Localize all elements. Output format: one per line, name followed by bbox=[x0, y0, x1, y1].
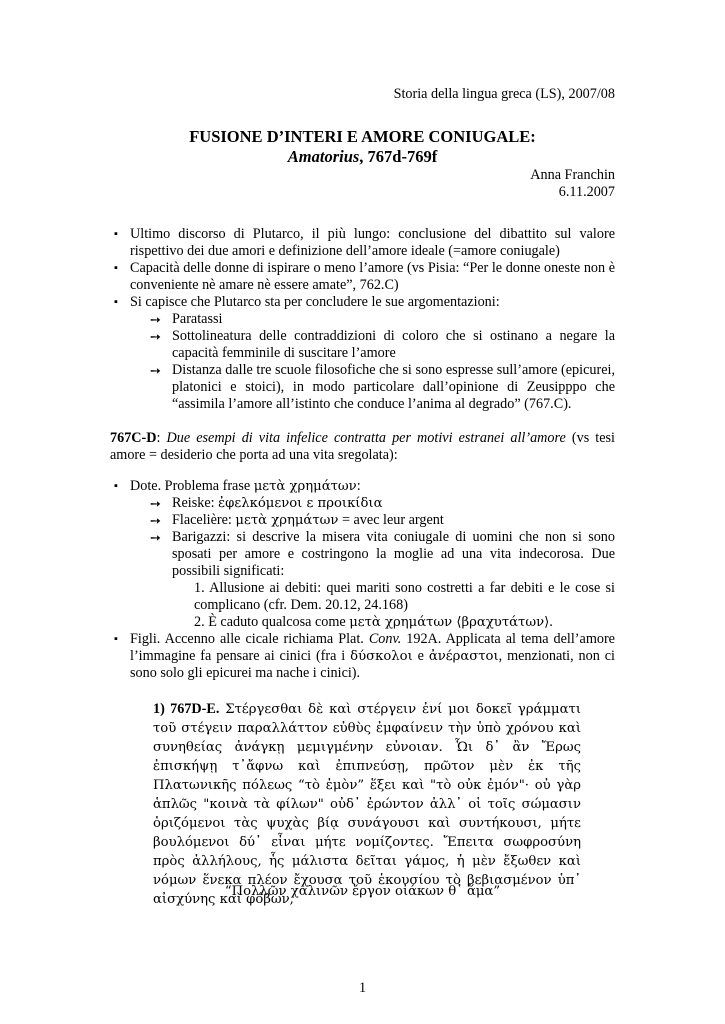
translation: = avec leur argent bbox=[338, 512, 444, 529]
greek-word: ἀνέραστοι bbox=[428, 649, 499, 665]
arrow-item-text: Distanza dalle tre scuole filosofiche che si sono espresse sull’amore (epicurei, platonici e stoici), in modo particolare dall’opinione di Zeusipppo che “assimila l’amore all’istinto che conduce l’anima al degrado” (767.C). bbox=[172, 362, 615, 412]
greek-phrase: ἐφελκόμενοι ε προικίδια bbox=[218, 496, 383, 512]
document-subtitle bbox=[110, 147, 615, 167]
arrow-item-text: Sottolineatura delle contraddizioni di coloro che si ostinano a negare la capacità femminile di suscitare l’amore bbox=[172, 328, 615, 361]
bullet-icon: ▪ bbox=[114, 262, 118, 274]
document-page bbox=[110, 86, 615, 682]
section-title: Due esempi di vita infelice contratta per motivi estranei all’amore bbox=[166, 430, 566, 446]
document-title: FUSIONE D’INTERI E AMORE CONIUGALE: bbox=[189, 127, 536, 146]
quote-reference: 1) 767D-E. bbox=[153, 701, 220, 718]
figli-lead: Figli. Accenno alle cicale richiama Plat. bbox=[130, 631, 369, 648]
arrow-item bbox=[150, 311, 615, 328]
intro-list bbox=[110, 226, 615, 413]
arrow-icon: ➙ bbox=[150, 513, 161, 529]
greek-quote-text: Στέργεσθαι δὲ καὶ στέργειν ἐνί μοι δοκεῖ γράμματι τοῦ στέγειν παραλλάττον εὐθὺς ἐμφαίνειν τὴν ὑπὸ χρόνου καὶ συνηθείας ἀνάγκῃ μεμιγμένην εὐνοιαν. Ὧι δ᾽ ἂν Ἔρως ἐπισκήψῃ τ᾽ἄφνω καὶ ἐπιπνεύσῃ, πρῶτον μὲν ἐκ τῆς Πλατωνικῆς πόλεως “τὸ ἐμὸν” ἕξει καὶ "τὸ οὐκ ἐμόν"· οὐ γὰρ ἁπλῶς "κοινὰ τὰ φίλων" οὐδ᾽ ἐρώντον ἀλλ᾽ οἱ τοῖς σώμασιν ὁριζόμενοι τὰς ψυχὰς βίᾳ συνάγουσι καὶ συντήκουσι, μήτε βουλόμενοι δύ᾽ εἶναι μήτε νομίζοντες. Ἔπειτα σωφροσύνη πρὸς ἀλλήλους, ἧς μάλιστα δεῖται γάμος, ἡ μὲν ἔξωθεν καὶ νόμων ἕνεκα πλέον ἔχουσα τοῦ ἑκουσίου τὸ βεβιασμένον ὑπ᾽ αἰσχύνης καὶ φόβων, bbox=[153, 702, 581, 908]
figli-end: , menzionati, non ci sono solo gli epicurei ma nache i cinici). bbox=[130, 648, 615, 682]
section-description: (vs tesi amore = desiderio che porta ad una vita sregolata): bbox=[110, 430, 615, 463]
greek-phrase: μετὰ χρημάτων bbox=[253, 479, 357, 495]
section-reference: 767C-D bbox=[110, 430, 157, 446]
arrow-item bbox=[150, 529, 615, 631]
arrow-item-text: Barigazzi: si descrive la misera vita coniugale di uomini che non si sono sposati per amore e costringono la moglie ad una vita indecorosa. Due possibili significati: bbox=[172, 529, 615, 580]
list-item-text: Si capisce che Plutarco sta per concludere le sue argomentazioni: bbox=[130, 294, 500, 310]
greek-phrase: μετὰ χρημάτων bbox=[235, 513, 339, 529]
arrow-item bbox=[150, 512, 615, 529]
work-title: Amatorius bbox=[287, 147, 360, 166]
greek-phrase: μετὰ χρημάτων ⟨βραχυτάτων⟩ bbox=[349, 615, 550, 631]
numbered-item: 1. Allusione ai debiti: quei mariti sono costretti a far debiti e le cose si complicano (cfr. Dem. 20.12, 24.168) bbox=[194, 580, 615, 614]
dote-colon: : bbox=[356, 478, 361, 495]
arrow-icon: ➙ bbox=[150, 363, 161, 378]
page-number: 1 bbox=[358, 980, 367, 997]
dote-lead: Dote. Problema frase bbox=[130, 478, 254, 495]
figli-text: 192A. Applicata al tema dell’amore l’immagine fa pensare ai cinici (fra i bbox=[130, 631, 615, 665]
bullet-icon: ▪ bbox=[114, 296, 118, 308]
course-header: Storia della lingua greca (LS), 2007/08 bbox=[393, 86, 615, 102]
list-item bbox=[110, 260, 615, 294]
bullet-icon: ▪ bbox=[114, 480, 118, 493]
arrow-item-text: Paratassi bbox=[172, 311, 223, 327]
list-item-figli bbox=[110, 631, 615, 682]
arrow-icon: ➙ bbox=[150, 496, 161, 512]
conjunction: e bbox=[412, 648, 429, 665]
document-date: 6.11.2007 bbox=[558, 184, 615, 200]
greek-word: δύσκολοι bbox=[350, 649, 413, 665]
bullet-icon: ▪ bbox=[114, 228, 118, 240]
section-colon: : bbox=[156, 430, 167, 446]
scholar-name: Reiske: bbox=[172, 495, 219, 512]
arrow-item bbox=[150, 362, 615, 413]
list-item bbox=[110, 226, 615, 260]
list-item-text: Capacità delle donne di ispirare o meno l’amore (vs Pisia: “Per le donne oneste non è conveniente nè amare nè essere amate”, 762.C) bbox=[130, 260, 615, 293]
numbered-item bbox=[194, 614, 615, 631]
work-abbreviation: Conv. bbox=[368, 631, 402, 648]
arrow-item bbox=[150, 328, 615, 362]
arrow-icon: ➙ bbox=[150, 329, 161, 344]
work-reference: , 767d-769f bbox=[359, 147, 438, 166]
list-item bbox=[110, 294, 615, 413]
arrow-list bbox=[130, 495, 615, 631]
numbered-item-end: . bbox=[549, 614, 553, 631]
numbered-list bbox=[172, 580, 615, 631]
arrow-list bbox=[130, 311, 615, 413]
greek-quote-block bbox=[153, 700, 581, 909]
section-heading bbox=[110, 430, 615, 464]
arrow-icon: ➙ bbox=[150, 312, 161, 327]
arrow-item bbox=[150, 495, 615, 512]
numbered-item-text: 2. È caduto qualcosa come bbox=[194, 614, 350, 631]
list-item-dote bbox=[110, 478, 615, 631]
arrow-icon: ➙ bbox=[150, 530, 161, 546]
greek-motto: “Πολλῶν χαλινῶν ἔργον οἰάκων θ᾽ ἅμα” bbox=[224, 884, 501, 900]
scholar-name: Flacelière: bbox=[172, 512, 236, 529]
list-item-text: Ultimo discorso di Plutarco, il più lungo: conclusione del dibattito sul valore rispettivo dei due amori e definizione dell’amore ideale (=amore coniugale) bbox=[130, 226, 615, 259]
author-name: Anna Franchin bbox=[530, 167, 615, 183]
bullet-icon: ▪ bbox=[114, 633, 118, 646]
section-list bbox=[110, 478, 615, 682]
